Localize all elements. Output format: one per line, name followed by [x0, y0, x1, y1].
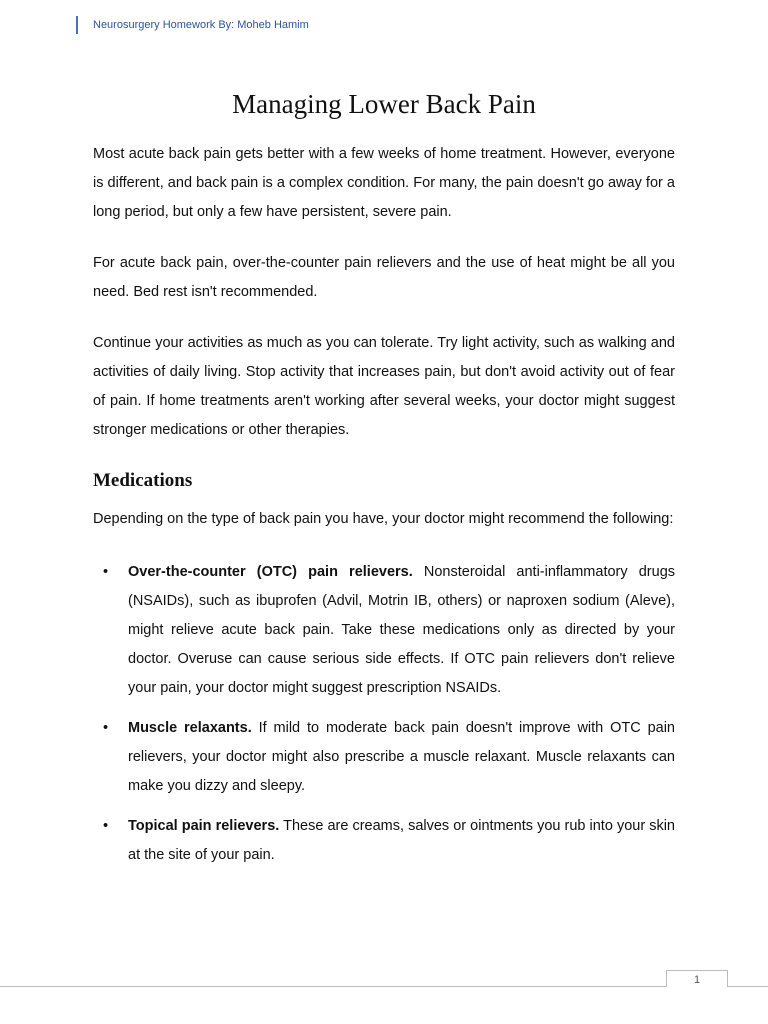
list-item-text: These are creams, salves or ointments you rub into your skin at the site of your pain.	[128, 818, 675, 863]
bullet-icon: •	[103, 720, 109, 736]
page-number: 1	[693, 974, 701, 986]
medications-intro: Depending on the type of back pain you have, your doctor might recommend the following:	[93, 511, 674, 527]
bullet-icon: •	[103, 818, 109, 834]
list-item	[93, 558, 675, 703]
paragraph-activities: Continue your activities as much as you can tolerate. Try light activity, such as walking and activities of daily living. Stop activity that increases pain, but don't avoid activity out of fear of pain. If home treatments aren't working after several weeks, your doctor might suggest stronger medications or other therapies.	[93, 335, 675, 438]
bullet-icon: •	[103, 564, 109, 580]
page-header	[76, 16, 309, 34]
list-item-text: If mild to moderate back pain doesn't improve with OTC pain relievers, your doctor might also prescribe a muscle relaxant. Muscle relaxants can make you dizzy and sleepy.	[128, 720, 675, 794]
list-item-term: Muscle relaxants.	[128, 720, 252, 736]
footer-divider	[0, 986, 768, 987]
list-item	[93, 714, 675, 801]
list-item	[93, 812, 675, 870]
paragraph-intro: Most acute back pain gets better with a few weeks of home treatment. However, everyone is different, and back pain is a complex condition. For many, the pain doesn't go away for a long period, but only a few have persistent, severe pain.	[93, 146, 675, 220]
medications-list	[93, 558, 675, 870]
page-number-box	[666, 970, 728, 987]
header-text: Neurosurgery Homework By: Moheb Hamim	[93, 19, 309, 31]
document-body	[93, 140, 675, 881]
document-title: Managing Lower Back Pain	[232, 89, 536, 119]
paragraph-acute-pain: For acute back pain, over-the-counter pain relievers and the use of heat might be all you need. Bed rest isn't recommended.	[93, 255, 675, 300]
section-heading-medications: Medications	[93, 470, 193, 491]
list-item-term: Topical pain relievers.	[128, 818, 280, 834]
list-item-term: Over-the-counter (OTC) pain relievers.	[128, 564, 413, 580]
list-item-text: Nonsteroidal anti-inflammatory drugs (NSAIDs), such as ibuprofen (Advil, Motrin IB, others) or naproxen sodium (Aleve), might relieve acute back pain. Take these medications only as directed by your doctor. Overuse can cause serious side effects. If OTC pain relievers don't relieve your pain, your doctor might suggest prescription NSAIDs.	[128, 564, 676, 696]
